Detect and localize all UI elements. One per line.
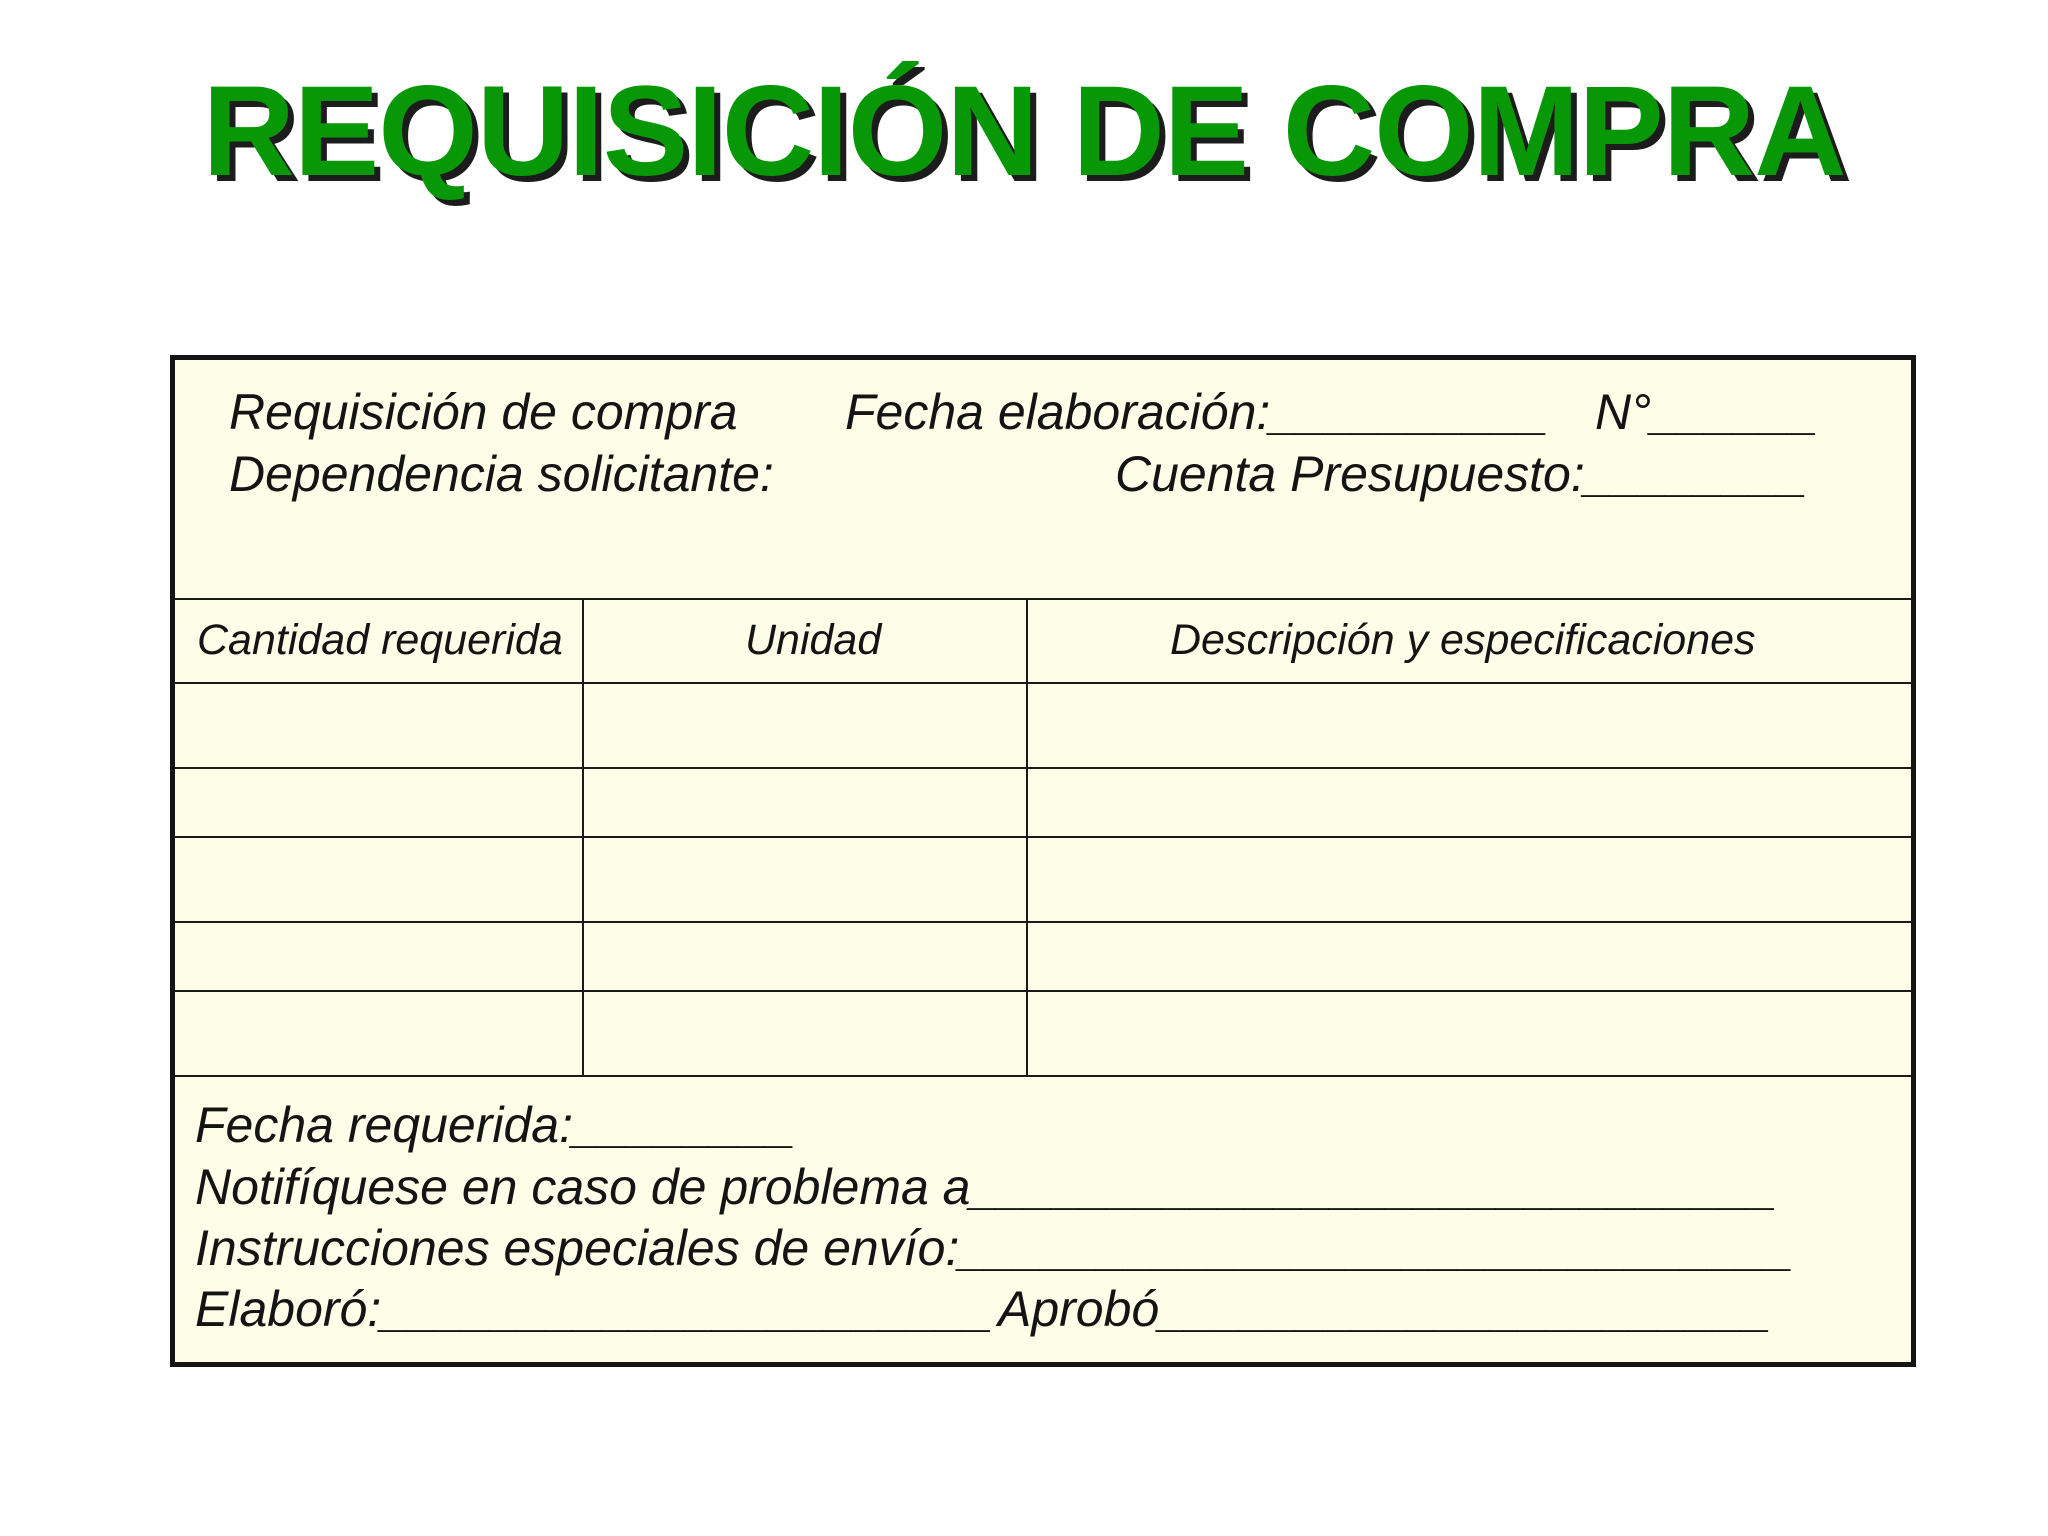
- table-cell-quantity[interactable]: [175, 684, 582, 767]
- table-cell-unit[interactable]: [584, 992, 1026, 1075]
- page-title: REQUISICIÓN DE COMPRA: [202, 60, 1846, 203]
- table-cell-quantity[interactable]: [175, 992, 582, 1075]
- table-cell-quantity[interactable]: [175, 769, 582, 836]
- requisition-form: [170, 355, 1916, 1367]
- table-bottom-border: [175, 1075, 1911, 1077]
- table-cell-unit[interactable]: [584, 923, 1026, 990]
- department-field[interactable]: Dependencia solicitante:: [229, 446, 774, 502]
- approved-by-field[interactable]: Aprobó______________________: [998, 1281, 1771, 1337]
- number-field[interactable]: N°______: [1595, 384, 1818, 440]
- table-cell-description[interactable]: [1028, 923, 1911, 990]
- column-header-quantity: Cantidad requerida: [197, 616, 563, 664]
- table-cell-unit[interactable]: [584, 684, 1026, 767]
- date-elaboration-field[interactable]: Fecha elaboración:__________: [845, 384, 1549, 440]
- table-cell-quantity[interactable]: [175, 838, 582, 921]
- notify-field[interactable]: Notifíquese en caso de problema a_____________________________: [195, 1159, 1777, 1215]
- table-cell-description[interactable]: [1028, 838, 1911, 921]
- table-cell-description[interactable]: [1028, 769, 1911, 836]
- requisition-label: Requisición de compra: [229, 384, 738, 440]
- budget-account-field[interactable]: Cuenta Presupuesto:________: [1115, 446, 1808, 502]
- table-cell-quantity[interactable]: [175, 923, 582, 990]
- table-cell-unit[interactable]: [584, 838, 1026, 921]
- table-cell-unit[interactable]: [584, 769, 1026, 836]
- prepared-by-field[interactable]: Elaboró:______________________: [195, 1281, 993, 1337]
- required-date-field[interactable]: Fecha requerida:________: [195, 1097, 796, 1153]
- shipping-instructions-field[interactable]: Instrucciones especiales de envío:______________________________: [195, 1220, 1794, 1276]
- column-header-unit: Unidad: [745, 616, 882, 664]
- table-cell-description[interactable]: [1028, 992, 1911, 1075]
- column-header-description: Descripción y especificaciones: [1170, 616, 1756, 664]
- table-cell-description[interactable]: [1028, 684, 1911, 767]
- table-top-border: [175, 598, 1911, 600]
